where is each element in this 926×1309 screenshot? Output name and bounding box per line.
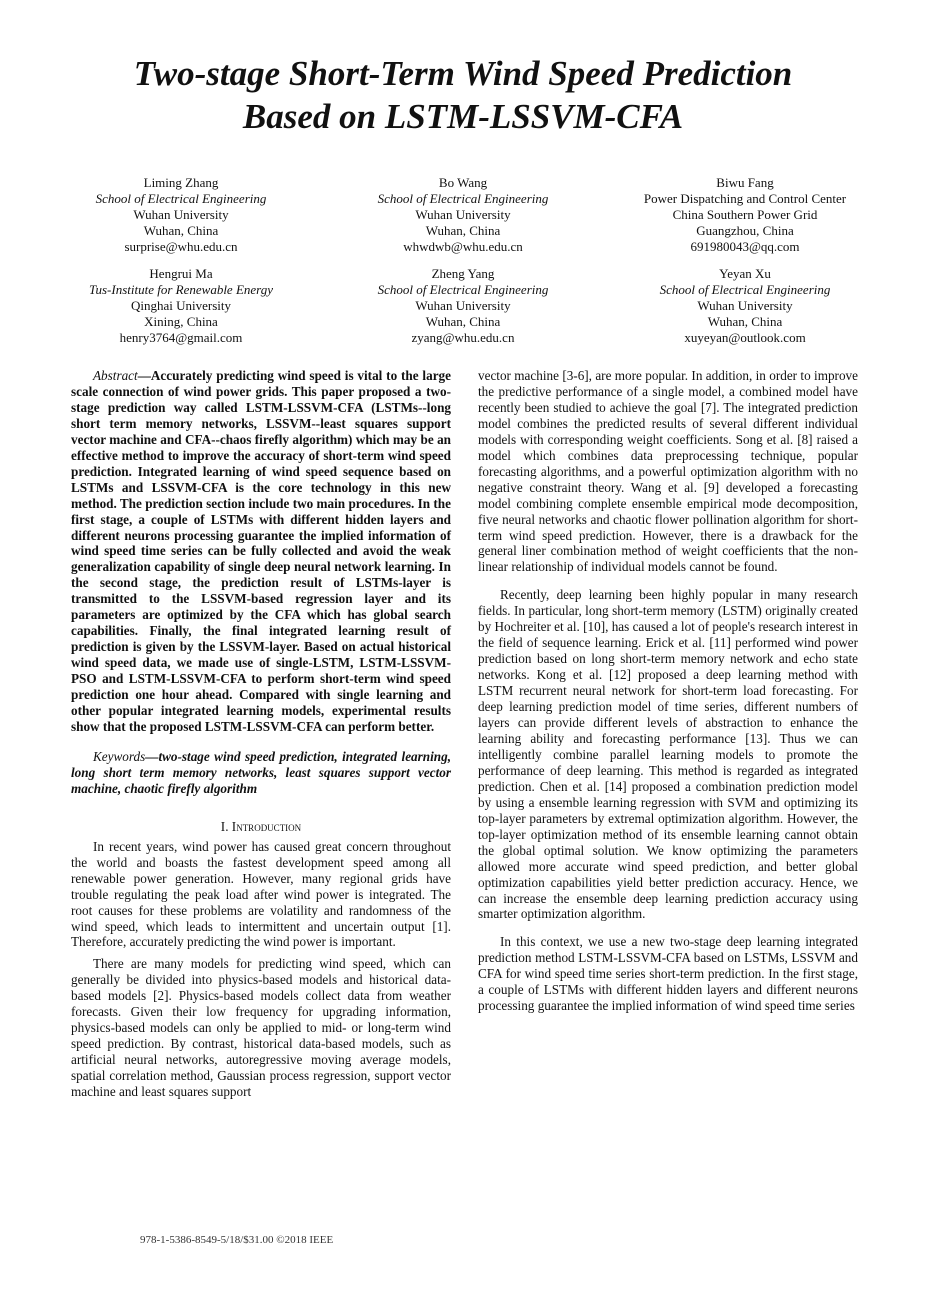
abstract-text: —Accurately predicting wind speed is vital to the large scale connection of wind power grids. This paper proposed a two-stage prediction way called LSTM-LSSVM-CFA (LSTMs--long short term memory networks, LSSVM--least squares support vector machine and CFA--chaos firefly algorithm) which may be an effective method to improve the accuracy of short-term wind speed prediction. Integrated learning of wind speed sequence based on LSTMs and LSSVM-CFA is the core technology in this new method. The prediction section include two main procedures. In the first stage, a couple of LSTMs with different hidden layers and different neurons processing guarantee the implied information of wind speed time series can be fully collected and avoid the weak generalization capability of single deep neural network learning. In the second stage, the prediction result of LSTMs-layer is transmitted to the LSSVM-based regression layer and its parameters are optimized by the CFA which has global search capabilities. Finally, the final integrated learning result of prediction is given by the LSSVM-layer. Based on actual historical wind speed data, we made use of single-LSTM, LSTM-LSSVM-PSO and LSTM-LSSVM-CFA to perform short-term wind speed prediction one hour ahead. Compared with single learning and other popular integrated learning models, experimental results show that the proposed LSTM-LSSVM-CFA can perform better. — [71, 368, 451, 734]
author-name: Bo Wang — [438, 175, 488, 190]
author-block — [322, 266, 604, 346]
section-title: Introduction — [231, 818, 302, 834]
left-column — [71, 368, 451, 1106]
paragraph: In recent years, wind power has caused great concern throughout the world and boasts the fastest development speed among all renewable power generation. However, many regional grids have trouble regulating the peak load after wind power is integrated. The root causes for these problems are volatility and randomness of the wind speed, which leads to intermittent and uncertain output [1]. Therefore, accurately predicting the wind power is important. — [71, 838, 451, 950]
author-affiliation: School of Electrical Engineering — [95, 191, 267, 206]
author-block — [322, 175, 604, 255]
authors-row-2 — [40, 266, 886, 346]
author-email: xuyeyan@outlook.com — [684, 330, 806, 345]
author-organization: Wuhan University — [415, 298, 511, 313]
right-column — [478, 368, 858, 1020]
author-location: Xining, China — [144, 314, 218, 329]
author-email: zyang@whu.edu.cn — [411, 330, 515, 345]
copyright-footer: 978-1-5386-8549-5/18/$31.00 ©2018 IEEE — [140, 1234, 334, 1246]
author-email: henry3764@gmail.com — [119, 330, 243, 345]
keywords-text: —two-stage wind speed prediction, integrated learning, long short term memory networks, least squares support vector machine, chaotic firefly algorithm — [71, 748, 451, 796]
author-email: whwdwb@whu.edu.cn — [403, 239, 523, 254]
author-organization: Wuhan University — [133, 207, 229, 222]
author-affiliation: School of Electrical Engineering — [377, 191, 549, 206]
abstract-label: Abstract — [93, 368, 138, 383]
author-block — [40, 175, 322, 255]
authors-row-1 — [40, 175, 886, 255]
title-line-2: Based on LSTM-LSSVM-CFA — [242, 97, 684, 136]
paragraph: In this context, we use a new two-stage deep learning integrated prediction method LSTM-LSSVM-CFA based on LSTMs, LSSVM and CFA for wind speed time series short-term prediction. In the first stage, a couple of LSTMs with different hidden layers and different neurons processing guarantee the implied information of wind speed time series — [478, 934, 858, 1014]
author-name: Zheng Yang — [431, 266, 495, 281]
author-block — [604, 175, 886, 255]
author-organization: Wuhan University — [697, 298, 793, 313]
section-heading — [71, 819, 451, 835]
author-name: Yeyan Xu — [719, 266, 771, 281]
author-affiliation: School of Electrical Engineering — [659, 282, 831, 297]
keywords-label: Keywords — [93, 748, 146, 764]
author-location: Wuhan, China — [425, 314, 501, 329]
paragraph: vector machine [3-6], are more popular. In addition, in order to improve the predictive performance of a single model, a combined model have recently been studied to achieve the goal [7]. The integrated prediction model combines the predicted results of several different individual models with corresponding weight coefficients. Song et al. [8] raised a model which combines data preprocessing technique, popular forecasting algorithms, and a powerful optimization algorithm with no negative constraint theory. Wang et al. [9] developed a forecasting model combining complete ensemble empirical mode decomposition, five neural networks and chaotic flower pollination algorithm for short-term wind speed prediction. However, there is a drawback for the general liner combination method of weight coefficients that the non-linear relationship of individual models cannot be found. — [478, 368, 858, 575]
author-organization: Wuhan University — [415, 207, 511, 222]
author-location: Wuhan, China — [707, 314, 783, 329]
author-affiliation: Tus-Institute for Renewable Energy — [88, 282, 274, 297]
author-affiliation: School of Electrical Engineering — [377, 282, 549, 297]
paper-title — [0, 52, 926, 138]
paragraph: There are many models for predicting wind speed, which can generally be divided into physics-based models and historical data-based models [2]. Physics-based models collect data from weather forecasts. Given their low frequency for upgrading information, physics-based models can only be applied to mid- or long-term wind speed prediction. By contrast, historical data-based models, such as artificial neural networks, autoregressive moving average models, spatial correlation method, Gaussian process regression, support vector machine and least squares support — [71, 956, 451, 1100]
author-location: Wuhan, China — [425, 223, 501, 238]
author-block — [40, 266, 322, 346]
section-number: I. — [220, 818, 229, 834]
title-line-1: Two-stage Short-Term Wind Speed Prediction — [133, 54, 793, 93]
author-block — [604, 266, 886, 346]
author-affiliation: Power Dispatching and Control Center — [643, 191, 847, 206]
author-name: Biwu Fang — [716, 175, 774, 190]
author-name: Hengrui Ma — [149, 266, 213, 281]
author-location: Guangzhou, China — [696, 223, 794, 238]
author-name: Liming Zhang — [143, 175, 219, 190]
author-organization: Qinghai University — [130, 298, 231, 313]
keywords — [71, 749, 451, 797]
paragraph: Recently, deep learning been highly popular in many research fields. In particular, long short-term memory (LSTM) originally created by Hochreiter et al. [10], has caused a lot of people's research interest in the field of sequence learning. Erick et al. [11] performed wind power prediction based on long short-term memory network and echo state networks. Kong et al. [12] proposed a deep learning method with LSTM recurrent neural network for short-term load forecasting. For deep learning prediction model of time series, different numbers of layers can provide different levels of abstraction to enhance the learning ability and forecasting performance [13]. Thus we can intelligently combine parallel learning models to promote the performance of deep learning. This method is regarded as integrated prediction. Chen et al. [14] proposed a combination prediction model by using a ensemble learning regression with SVM and optimizing its top-layer parameters by extremal optimization algorithm. However, the top-layer optimization method of its ensemble learning cannot obtain the global optimal solution. We know optimizing the parameters allowed more accurate wind speed prediction, and better global optimization capabilities yield better prediction accuracy. Hence, we can increase the ensemble deep learning prediction accuracy using smarter optimization algorithm. — [478, 587, 858, 922]
author-email: surprise@whu.edu.cn — [124, 239, 238, 254]
abstract — [71, 368, 451, 735]
author-organization: China Southern Power Grid — [672, 207, 818, 222]
author-location: Wuhan, China — [143, 223, 219, 238]
author-email: 691980043@qq.com — [690, 239, 800, 254]
